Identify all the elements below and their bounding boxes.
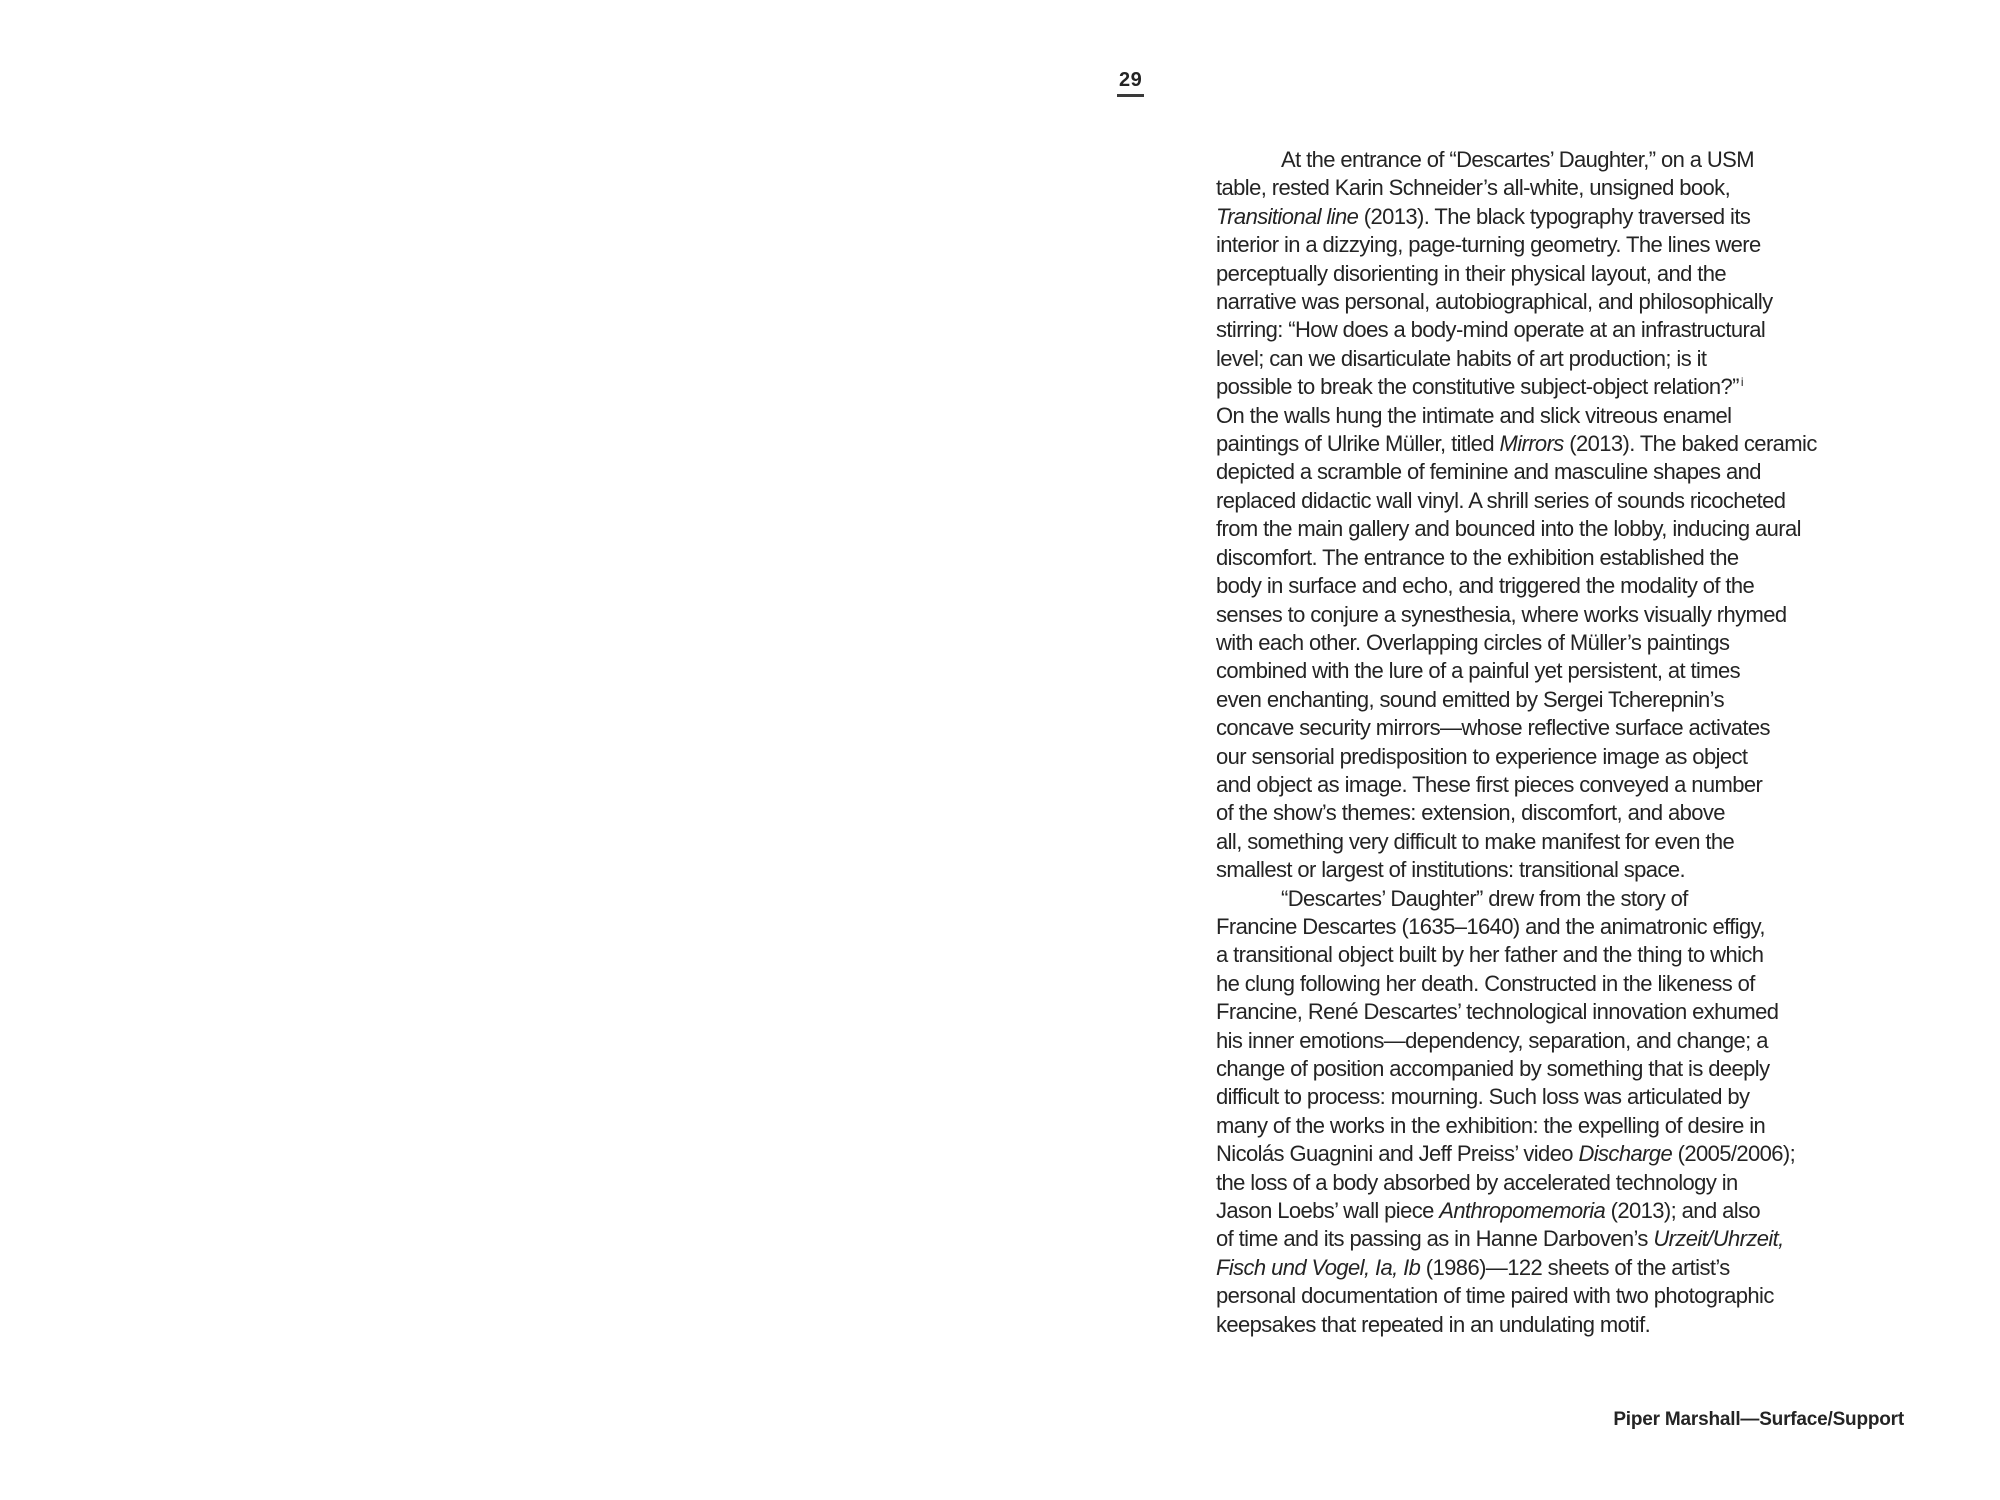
text-line (1216, 1112, 1896, 1140)
work-title: Mirrors (1499, 431, 1564, 457)
text-line (1216, 345, 1896, 373)
page-number: 29 (1117, 69, 1144, 97)
running-footer: Piper Marshall—Surface/Support (1613, 1409, 1904, 1430)
text-segment: the loss of a body absorbed by accelerated technology in (1216, 1169, 1738, 1195)
text-segment: Francine, René Descartes’ technological innovation exhumed (1216, 999, 1779, 1025)
text-line (1216, 885, 1896, 913)
text-segment: of time and its passing as in Hanne Darboven’s (1216, 1226, 1654, 1252)
text-segment: our sensorial predisposition to experience image as object (1216, 743, 1748, 769)
text-segment: change of position accompanied by something that is deeply (1216, 1056, 1770, 1081)
text-line (1216, 1225, 1896, 1253)
text-line (1216, 686, 1896, 714)
text-segment: “Descartes’ Daughter” drew from the story of (1281, 885, 1688, 911)
text-line (1216, 856, 1896, 884)
text-line (1216, 743, 1896, 771)
text-line (1216, 402, 1896, 430)
text-segment: body in surface and echo, and triggered the modality of the (1216, 573, 1755, 599)
text-line (1216, 1197, 1896, 1225)
paragraph (1216, 146, 1896, 885)
text-line (1216, 373, 1896, 401)
text-line (1216, 1282, 1896, 1310)
text-segment: (2005/2006); (1672, 1141, 1796, 1167)
work-title: Transitional line (1216, 203, 1359, 229)
text-line (1216, 572, 1896, 600)
work-title: Anthropomemoria (1439, 1198, 1606, 1224)
text-line (1216, 970, 1896, 998)
text-line (1216, 231, 1896, 259)
text-segment: table, rested Karin Schneider’s all-white, unsigned book, (1216, 175, 1731, 201)
text-line (1216, 1083, 1896, 1111)
text-segment: he clung following her death. Constructed in the likeness of (1216, 970, 1755, 996)
essay-text-column (1216, 146, 1896, 1339)
text-line (1216, 1254, 1896, 1282)
text-line (1216, 515, 1896, 543)
text-segment: combined with the lure of a painful yet persistent, at times (1216, 658, 1741, 684)
text-line (1216, 544, 1896, 572)
text-segment: concave security mirrors—whose reflective surface activates (1216, 715, 1770, 741)
text-line (1216, 601, 1896, 629)
text-segment: Francine Descartes (1635–1640) and the animatronic effigy, (1216, 913, 1765, 939)
text-segment: replaced didactic wall vinyl. A shrill series of sounds ricocheted (1216, 487, 1786, 513)
text-segment: perceptually disorienting in their physical layout, and the (1216, 260, 1727, 286)
text-line (1216, 288, 1896, 316)
text-segment: interior in a dizzying, page-turning geometry. The lines were (1216, 232, 1761, 258)
text-segment: a transitional object built by her father and the thing to which (1216, 942, 1764, 968)
text-line (1216, 657, 1896, 685)
text-line (1216, 799, 1896, 827)
text-segment: Jason Loebs’ wall piece (1216, 1198, 1440, 1224)
text-segment: depicted a scramble of feminine and masculine shapes and (1216, 459, 1761, 485)
text-line (1216, 1169, 1896, 1197)
text-line (1216, 1027, 1896, 1055)
work-title: Urzeit/Uhrzeit, (1653, 1226, 1784, 1252)
text-line (1216, 458, 1896, 486)
text-line (1216, 1055, 1896, 1083)
paragraph (1216, 885, 1896, 1340)
text-line (1216, 316, 1896, 344)
text-line (1216, 1140, 1896, 1168)
text-line (1216, 629, 1896, 657)
text-segment: (2013). The black typography traversed its (1358, 203, 1751, 229)
text-segment: his inner emotions—dependency, separation, and change; a (1216, 1027, 1768, 1053)
text-segment: personal documentation of time paired with two photographic (1216, 1283, 1774, 1309)
text-line (1216, 941, 1896, 969)
text-segment: On the walls hung the intimate and slick vitreous enamel (1216, 402, 1732, 428)
text-line (1216, 771, 1896, 799)
text-segment: of the show’s themes: extension, discomfort, and above (1216, 800, 1725, 826)
text-segment: level; can we disarticulate habits of art production; is it (1216, 345, 1707, 371)
text-segment: and object as image. These first pieces conveyed a number (1216, 771, 1763, 797)
text-segment: (1986)—122 sheets of the artist’s (1420, 1254, 1730, 1280)
text-line (1216, 487, 1896, 515)
text-segment: many of the works in the exhibition: the expelling of desire in (1216, 1112, 1766, 1138)
text-line (1216, 174, 1896, 202)
text-line (1216, 998, 1896, 1026)
text-segment: difficult to process: mourning. Such loss was articulated by (1216, 1084, 1750, 1110)
text-segment: keepsakes that repeated in an undulating motif. (1216, 1311, 1651, 1337)
text-segment: with each other. Overlapping circles of Müller’s paintings (1216, 629, 1730, 655)
text-line (1216, 913, 1896, 941)
text-line (1216, 260, 1896, 288)
text-segment: Nicolás Guagnini and Jeff Preiss’ video (1216, 1141, 1579, 1167)
text-segment: senses to conjure a synesthesia, where works visually rhymed (1216, 601, 1787, 627)
footnote-marker: i (1740, 374, 1744, 389)
text-segment: all, something very difficult to make manifest for even the (1216, 828, 1735, 854)
text-line (1216, 828, 1896, 856)
text-line (1216, 203, 1896, 231)
work-title: Discharge (1578, 1141, 1673, 1167)
text-line (1216, 430, 1896, 458)
text-segment: even enchanting, sound emitted by Sergei Tcherepnin’s (1216, 686, 1724, 712)
text-segment: (2013); and also (1605, 1198, 1761, 1224)
text-line (1216, 714, 1896, 742)
text-segment: discomfort. The entrance to the exhibition established the (1216, 544, 1739, 570)
text-segment: from the main gallery and bounced into the lobby, inducing aural (1216, 516, 1801, 542)
text-segment: possible to break the constitutive subject-object relation?” (1216, 374, 1739, 400)
text-segment: (2013). The baked ceramic (1563, 431, 1817, 457)
text-segment: narrative was personal, autobiographical, and philosophically (1216, 289, 1773, 315)
text-line (1216, 1311, 1896, 1339)
text-line (1216, 146, 1896, 174)
text-segment: smallest or largest of institutions: transitional space. (1216, 857, 1685, 883)
text-segment: paintings of Ulrike Müller, titled (1216, 431, 1500, 457)
work-title: Fisch und Vogel, Ia, Ib (1216, 1254, 1421, 1280)
text-segment: At the entrance of “Descartes’ Daughter,” on a USM (1281, 147, 1754, 172)
text-segment: stirring: “How does a body-mind operate at an infrastructural (1216, 317, 1766, 343)
